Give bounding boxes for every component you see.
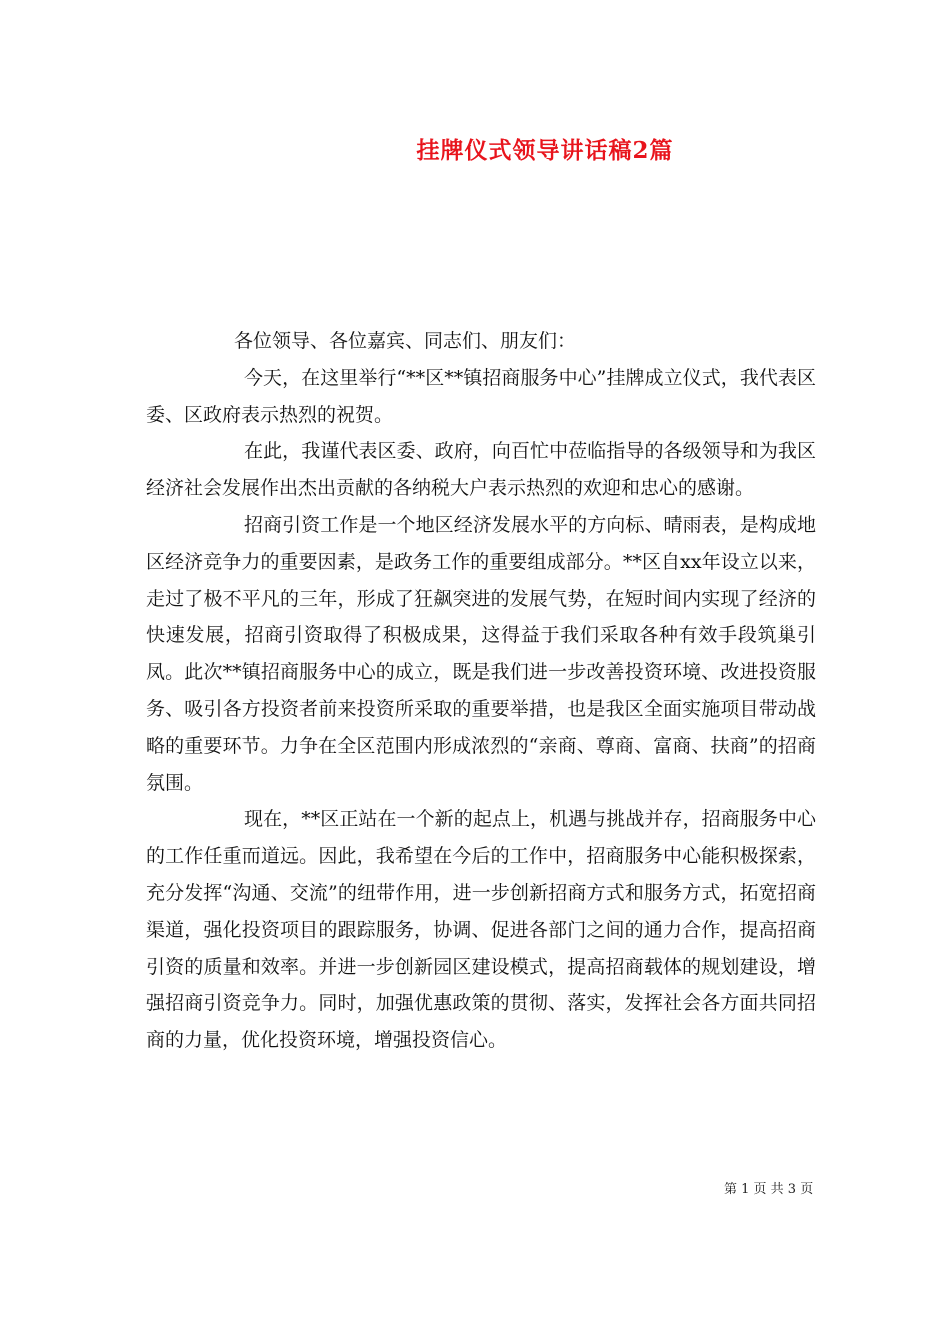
salutation: 各位领导、各位嘉宾、同志们、朋友们： [234,330,577,352]
page-number-footer: 第 1 页 共 3 页 [724,1182,814,1197]
paragraph-1: 今天，在这里举行“**区**镇招商服务中心”挂牌成立仪式，我代表区委、区政府表示热烈的祝贺。 [146,366,816,426]
document-title: 挂牌仪式领导讲话稿2篇 [416,137,674,164]
paragraph-4: 现在，**区正站在一个新的起点上，机遇与挑战并存，招商服务中心的工作任重而道远。因此，我希望在今后的工作中，招商服务中心能积极探索，充分发挥“沟通、交流”的纽带作用，进一步创新招商方式和服务方式，拓宽招商渠道，强化投资项目的跟踪服务，协调、促进各部门之间的通力合作，提高招商引资的质量和效率。并进一步创新园区建设模式，提高招商载体的规划建设，增强招商引资竞争力。同时，加强优惠政策的贯彻、落实，发挥社会各方面共同招商的力量，优化投资环境，增强投资信心。 [146,808,816,1052]
document-body [146,323,816,1059]
paragraph-3: 招商引资工作是一个地区经济发展水平的方向标、晴雨表，是构成地区经济竞争力的重要因素，是政务工作的重要组成部分。**区自xx年设立以来，走过了极不平凡的三年，形成了狂飙突进的发展气势，在短时间内实现了经济的快速发展，招商引资取得了积极成果，这得益于我们采取各种有效手段筑巢引凤。此次**镇招商服务中心的成立，既是我们进一步改善投资环境、改进投资服务、吸引各方投资者前来投资所采取的重要举措，也是我区全面实施项目带动战略的重要环节。力争在全区范围内形成浓烈的“亲商、尊商、富商、扶商”的招商氛围。 [146,513,816,794]
paragraph-2: 在此，我谨代表区委、政府，向百忙中莅临指导的各级领导和为我区经济社会发展作出杰出贡献的各纳税大户表示热烈的欢迎和忠心的感谢。 [146,440,816,500]
